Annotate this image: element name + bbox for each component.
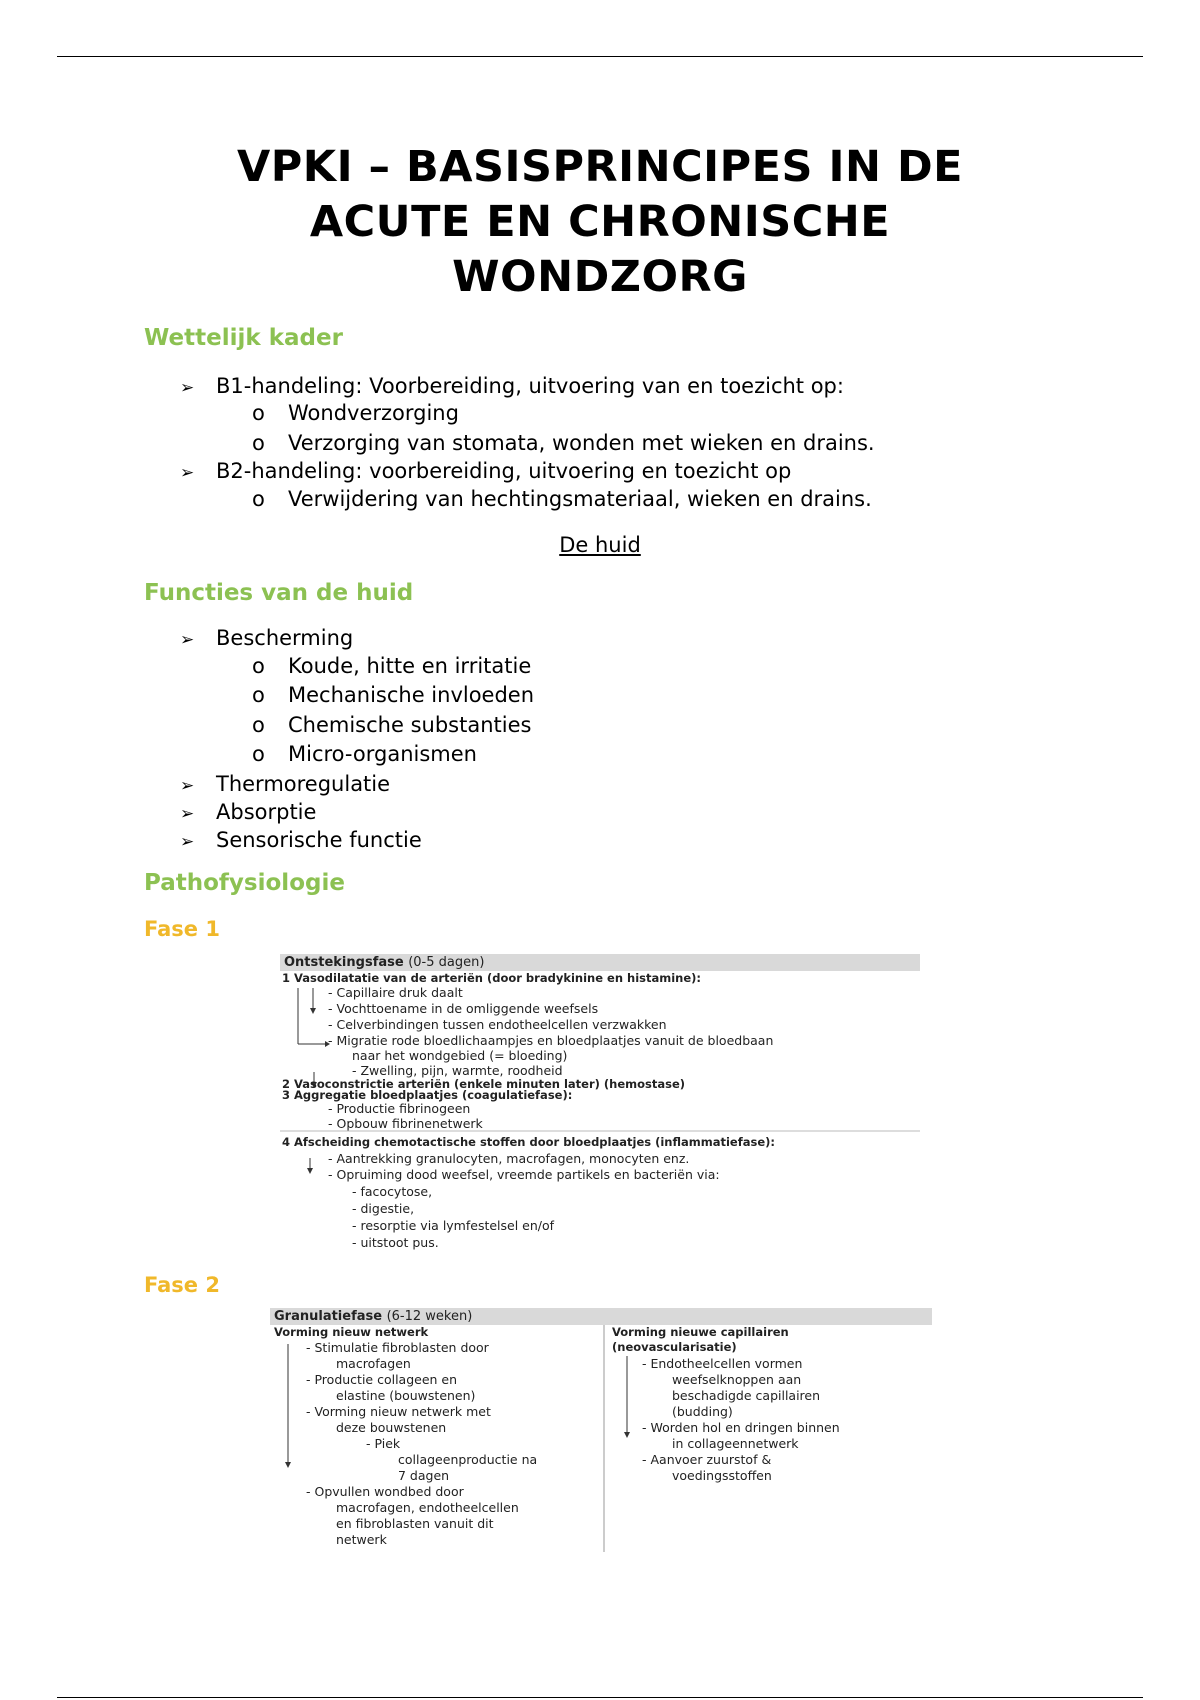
list-item: o Wondverzorging [252,401,459,425]
figure-line: netwerk [336,1532,387,1547]
list-item: ➢ Thermoregulatie [180,770,390,800]
circle-bullet-icon: o [252,742,265,766]
figure-line: - Aanvoer zuurstof & [642,1452,772,1467]
list-item: ➢ Absorptie [180,798,316,828]
arrow-bullet-icon: ➢ [180,463,195,483]
figure-line: weefselknoppen aan [672,1372,802,1387]
figure-line: - digestie, [352,1201,415,1216]
figure-line: 4 Afscheiding chemotactische stoffen door bloedplaatjes (inflammatiefase): [282,1135,775,1149]
figure-header: Ontstekingsfase (0-5 dagen) [280,954,920,971]
figure-line: - Piek [366,1436,401,1451]
figure-line: - Productie fibrinogeen [328,1101,471,1116]
list-item: o Koude, hitte en irritatie [252,654,532,678]
figure-line: - Opruiming dood weefsel, vreemde partikels en bacteriën via: [328,1167,720,1182]
page-title [0,140,1200,305]
figure-line: - Capillaire druk daalt [328,985,463,1000]
arrow-bullet-icon: ➢ [180,776,195,796]
figure-line: 7 dagen [398,1468,450,1483]
heading-functies-van-de-huid: Functies van de huid [144,580,414,606]
figure-line: - Productie collageen en [306,1372,458,1387]
figure-line: voedingsstoffen [672,1468,772,1483]
heading-wettelijk-kader: Wettelijk kader [144,325,343,351]
figure-ontstekingsfase [280,954,920,1259]
title-line: VPKI – BASISPRINCIPES IN DE [236,142,964,192]
figure-line: - Stimulatie fibroblasten door [306,1340,489,1355]
figure-header: Granulatiefase (6-12 weken) [270,1308,932,1325]
list-item: o Verwijdering van hechtingsmateriaal, wieken en drains. [252,487,872,511]
figure-line: elastine (bouwstenen) [336,1388,476,1403]
list-item: o Chemische substanties [252,713,532,737]
bottom-rule [57,1697,1143,1698]
circle-bullet-icon: o [252,401,265,425]
figure-line: in collageennetwerk [672,1436,799,1451]
figure-line: - uitstoot pus. [352,1235,439,1250]
figure-line: 1 Vasodilatatie van de arteriën (door bradykinine en histamine): [282,971,702,985]
figure-line: - resorptie via lymfestelsel en/of [352,1218,555,1233]
right-column-heading: (neovascularisatie) [612,1340,737,1354]
list-item: ➢ B1-handeling: Voorbereiding, uitvoering van en toezicht op: [180,372,844,402]
top-rule [57,56,1143,57]
list-item: ➢ Sensorische functie [180,826,422,856]
arrow-bullet-icon: ➢ [180,630,195,650]
arrow-bullet-icon: ➢ [180,378,195,398]
figure-line: deze bouwstenen [336,1420,447,1435]
circle-bullet-icon: o [252,713,265,737]
figure-line: (budding) [672,1404,733,1419]
figure-line: naar het wondgebied (= bloeding) [352,1048,568,1063]
figure-line: - Opbouw fibrinenetwerk [328,1116,483,1131]
list-item: o Verzorging van stomata, wonden met wieken en drains. [252,431,875,455]
figure-line: 2 Vasoconstrictie arteriën (enkele minuten later) (hemostase) [282,1077,686,1091]
list-item: ➢ Bescherming [180,624,353,654]
right-column-heading: Vorming nieuwe capillairen [612,1325,789,1339]
list-item: o Micro-organismen [252,742,477,766]
title-line: WONDZORG [452,252,748,302]
circle-bullet-icon: o [252,487,265,511]
list-item: o Mechanische invloeden [252,683,535,707]
subtitle-de-huid: De huid [559,533,641,557]
figure-line: - Worden hol en dringen binnen [642,1420,840,1435]
figure-line: - Zwelling, pijn, warmte, roodheid [352,1063,563,1078]
figure-line: - Vochttoename in de omliggende weefsels [328,1001,599,1016]
left-column-heading: Vorming nieuw netwerk [274,1325,429,1339]
circle-bullet-icon: o [252,431,265,455]
figure-line: - Vorming nieuw netwerk met [306,1404,491,1419]
figure-line: macrofagen, endotheelcellen [336,1500,519,1515]
heading-pathofysiologie: Pathofysiologie [144,870,345,896]
list-item: ➢ B2-handeling: voorbereiding, uitvoering en toezicht op [180,457,791,487]
figure-line: beschadigde capillairen [672,1388,821,1403]
figure-line: - Endotheelcellen vormen [642,1356,803,1371]
figure-line: - Migratie rode bloedlichaampjes en bloedplaatjes vanuit de bloedbaan [328,1033,774,1048]
figure-line: - Celverbindingen tussen endotheelcellen verzwakken [328,1017,667,1032]
figure-line: macrofagen [336,1356,411,1371]
circle-bullet-icon: o [252,683,265,707]
figure-line: - Aantrekking granulocyten, macrofagen, monocyten enz. [328,1151,690,1166]
arrow-bullet-icon: ➢ [180,804,195,824]
figure-line: collageenproductie na [398,1452,538,1467]
figure-line: en fibroblasten vanuit dit [336,1516,494,1531]
arrow-bullet-icon: ➢ [180,832,195,852]
heading-fase-2: Fase 2 [144,1273,220,1297]
circle-bullet-icon: o [252,654,265,678]
title-line: ACUTE EN CHRONISCHE [309,197,891,247]
figure-line: - Opvullen wondbed door [306,1484,464,1499]
figure-granulatiefase [270,1308,932,1552]
figure-line: - facocytose, [352,1184,433,1199]
heading-fase-1: Fase 1 [144,917,220,941]
figure-line: 3 Aggregatie bloedplaatjes (coagulatiefase): [282,1088,573,1102]
